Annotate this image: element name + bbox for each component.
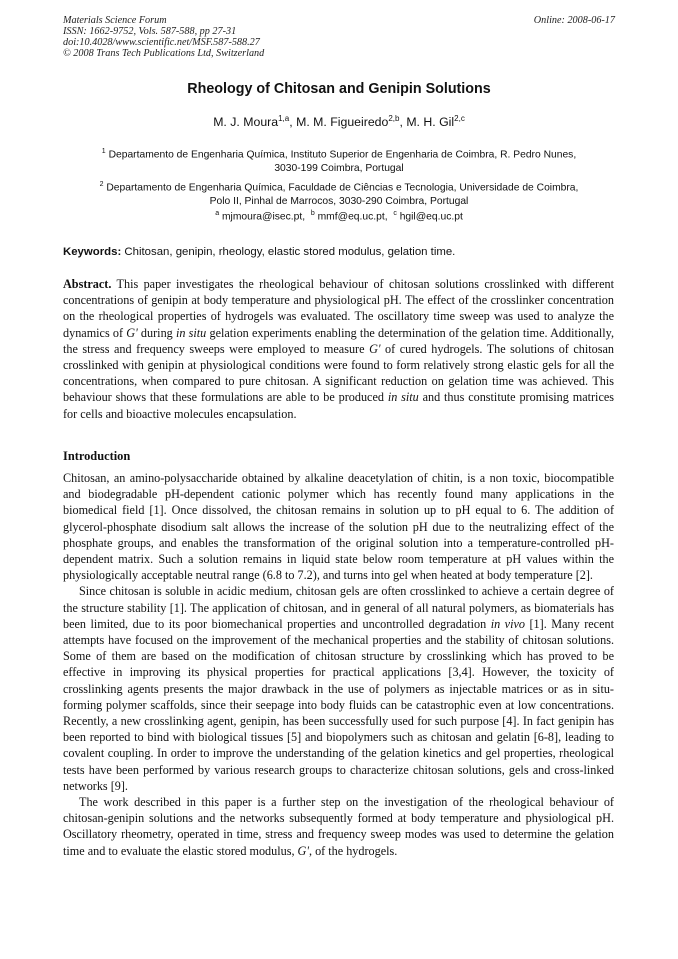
journal-name: Materials Science Forum [63,15,167,26]
affiliation-line: 3030-199 Coimbra, Portugal [274,163,404,175]
author-affiliation-mark: 2,c [454,114,465,123]
email-address[interactable]: mmf@eq.uc.pt [317,211,385,223]
email-tag: b [310,210,315,217]
introduction-body [63,470,614,859]
abstract-text [63,277,614,421]
italic-run: in situ [175,325,207,340]
affiliation-line: Departamento de Engenharia Química, Faculdade de Ciências e Tecnologia, Universidade de Coimbra, [106,182,579,194]
author-name: M. M. Figueiredo [296,115,389,130]
text-run: This paper investigates the rheological behaviour of chitosan solutions crosslinked with different concentrations of genipin at body temperature and physiological pH. The effect of the crosslinker concentration on the rheological properties of hydrogels was evaluated. The oscillatory time sweep was used to analyze the dynamics of [63,277,614,340]
affiliation-1 [63,145,615,176]
abstract [63,276,614,422]
affiliation-line: Polo II, Pinhal de Marrocos, 3030-290 Coimbra, Portugal [209,196,469,208]
italic-run: G' [126,325,138,340]
italic-run: G' [369,341,381,356]
author-separator: , [289,115,297,130]
keywords [63,246,615,258]
text-run: of cured hydrogels. The solutions of chitosan crosslinked with genipin at physiological conditions were found to form relatively strong elastic gels for all the concentrations, when compared to pure chitosan. A significant reduction on gelation time was achieved. This behaviour shows that these formulations are able to be produced [63,341,615,405]
doi-line: doi:10.4028/www.scientific.net/MSF.587-588.27 [63,37,260,48]
running-header [63,15,615,59]
affiliation-number: 1 [101,148,106,155]
issn-line: ISSN: 1662-9752, Vols. 587-588, pp 27-31 [63,26,237,37]
email-tag: c [393,210,397,217]
paper-title: Rheology of Chitosan and Genipin Solutions [187,81,491,97]
text-run: Since chitosan is soluble in acidic medium, chitosan gels are often crosslinked to achieve a certain degree of the structure stability [1]. The application of chitosan, and in general of all natural polymers, as biomaterials has been limited, due to its poor biomechanical properties and uncontrolled degradation [63,584,614,631]
text-run: The work described in this paper is a further step on the investigation of the rheological behaviour of chitosan-genipin solutions and the networks subsequently formed at body temperature and physiological pH. Oscillatory rheometry, operated in time, stress and frequency sweep modes was used to determine the gelation time and to evaluate the elastic stored modulus, [63,795,614,858]
copyright-line: © 2008 Trans Tech Publications Ltd, Switzerland [63,48,265,59]
email-list: $^a$ mjmoura@isec.pt, $^b$ mmf@eq.uc.pt, $^c$ hgil@eq.uc.pt [215,210,463,223]
text-run: Chitosan, an amino-polysaccharide obtained by alkaline deacetylation of chitin, is a non toxic, biocompatible and biodegradable pH-dependent cationic polymer which has recently found many applications in the biomedical field [1]. Once dissolved, the chitosan remains in solution up to pH equal to 6. The addition of glycerol-phosphate disodium salt allows the increase of the solution pH due to the neutralizing effect of the phosphate groups, and enables the transformation of the original solution into a temperature-controlled pH-dependent matrix. Such a solution remains in liquid state below room temperature at pH values within the physiologically acceptable neutral range (6.8 to 7.2), and turns into gel when heated at body temperature [2]. [63,471,614,583]
author-affiliation-mark: 2,b [388,114,400,123]
italic-run: in vivo [490,616,525,631]
email-tag: a [215,210,220,217]
author-affiliation-mark: 1,a [278,114,290,123]
email-address[interactable]: hgil@eq.uc.pt [399,211,463,223]
abstract-label: Abstract. [63,277,112,291]
italic-run: in situ [387,390,419,405]
author-name: M. H. Gil [406,115,455,130]
section-heading-introduction: Introduction [63,449,131,463]
introduction-paragraph [63,794,614,859]
abstract-paragraph [63,276,614,422]
author-list [0,114,678,129]
affiliation-2 [63,178,615,209]
text-run: and thus constitute promising matrices for cells and bioactive molecules encapsulation. [63,390,615,421]
text-run: gelation experiments enabling the determination of the gelation time. Additionally, the stress and frequency sweeps were employed to measure [63,325,614,356]
email-address[interactable]: mjmoura@isec.pt [221,211,303,223]
affiliation-number: 2 [99,181,104,188]
text-run: , of the hydrogels. [308,843,398,858]
introduction-paragraph [63,583,614,794]
keywords-text: Chitosan, genipin, rheology, elastic stored modulus, gelation time. [124,246,456,258]
italic-run: G' [297,843,309,858]
author-separator: , [399,115,407,130]
affiliation-line: Departamento de Engenharia Química, Instituto Superior de Engenharia de Coimbra, R. Pedro Nunes, [108,149,577,161]
keywords-label: Keywords: [63,246,122,258]
introduction-paragraph [63,470,614,583]
text-run: [1]. Many recent attempts have focused on the improvement of the mechanical properties and the stability of chitosan solutions. Some of them are based on the modification of chitosan structure by crosslinking which has proved to be effective in improving its physical properties for practical applications [3,4]. However, the toxicity of crosslinking agents presents the major drawback in the use of polymers as injectable matrices or as in situ-forming polymer scaffolds, since their seepage into body fluids can be catastrophic even at low concentrations. Recently, a new crosslinking agent, genipin, has been successfully used for such purpose [4]. In fact genipin has been reported to bind with biological tissues [5] and biopolymers such as chitosan and gelatin [6-8], leading to covalent coupling. In order to improve the understanding of the gelation kinetics and gel properties, rheological tests have been performed by various research groups to characterize chitosan solutions, gels and cross-linked networks [9]. [63,616,614,793]
author-name: M. J. Moura [213,115,279,130]
online-date: Online: 2008-06-17 [533,15,615,26]
text-run: during [137,325,176,340]
